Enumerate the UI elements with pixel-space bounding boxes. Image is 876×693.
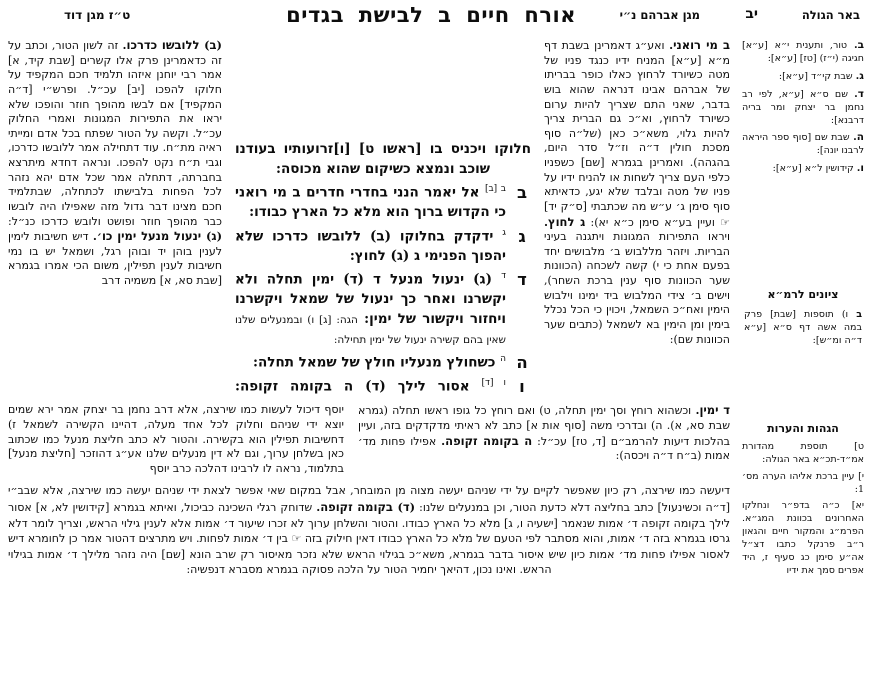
seif-main-text: אסור לילך (ד) ה בקומה זקופה: bbox=[235, 378, 470, 395]
seif-text bbox=[235, 227, 506, 267]
right-rail bbox=[742, 38, 864, 581]
seif-alef-continuation: חלוקו ויכניס בו [ראשו ט] [ו]זרועותיו בעודנו שוכב ונמצא כשיקום שהוא מכוסה: bbox=[235, 141, 531, 177]
magen-avraham-wide-block bbox=[358, 403, 730, 476]
magen-avraham-text bbox=[544, 38, 730, 347]
baer-hagolah-entry bbox=[742, 161, 864, 176]
seif-text bbox=[235, 353, 506, 373]
entry-text: טור, ותענית י״א [ע״א] חגיגה (י״ז) [טז] [ע״א]: bbox=[742, 40, 864, 64]
entry-letter: ג. bbox=[855, 69, 864, 82]
seif-number: ו bbox=[519, 377, 525, 397]
baer-hagolah-entry bbox=[742, 130, 864, 158]
taz-bottom-text bbox=[8, 483, 730, 578]
shulchan-aruch-column bbox=[235, 38, 531, 397]
commentary-text: שדוחק רגלי השכינה כביכול, ואיתא בגמרא [קידושין לא, א] אסור לילך בקומה זקופה ד׳ אמות שנאמר [ישעיה ו, ג] מלא כל הארץ כבודו. והטור והשלחן ערוך לא זכרו שיעור ד׳ אמות אלא לענין גילוי הראש, וצריך לומר דלא גרסו בגמרא בזה ד׳ אמות, והוא מסתבר לפי הטעם של מלא כל הארץ כבודו דאין חילוק בזה ☞ בין ד׳ אמות לפחות. ויש מתרצים דהטור אמר כן לחומרא דיש לאסור אפילו פחות מד׳ אמות כיון שיש איסור בדבר בגמרא, משא״כ בגילוי הראש שלא נזכר מאיסור רק שרב הונא [שם] היה נזהר מלילך ד׳ אמות בגילוי הראש. ואינו נכון, דהיאך יחמיר הטור על הלכה פסוקה בגמרא מסברא דנפשיה: bbox=[7, 500, 730, 577]
entry-letter: ו. bbox=[856, 162, 864, 175]
source-marker: ב [ב] bbox=[484, 184, 507, 195]
dibur-hamatchil: (ד) בקומה זקופה. bbox=[316, 499, 416, 514]
seif-text bbox=[235, 377, 506, 397]
note-text: ו) תוספות [שבת] פרק במה אשה דף ס״א [ע״א ד״ה ומ״ש]: bbox=[744, 309, 862, 346]
seif-main-text: (ג) ינעול מנעל ד (ד) ימין תחלה ולא יקשרנו ואחר כך ינעול של שמאל ויקשרנו ויחזור ויקשור של ימין: bbox=[235, 271, 506, 327]
seif-main-text: כשחולץ מנעליו חולץ של שמאל תחלה: bbox=[253, 354, 496, 371]
seif-main-text: ידקדק בחלוקו (ב) ללובשו כדרכו שלא יהפוך הפנימי ג (ג) לחוץ: bbox=[235, 228, 506, 264]
source-marker: ו [ד] bbox=[481, 378, 507, 389]
header-taz-magen-david-label: ט״ז מגן דוד bbox=[64, 8, 131, 22]
commentary-text: ואע״ג דאמרינן בשבת דף מ״א [ע״א] המניח ידיו כנגד פניו של מטה כשיורד לרחוץ כאלו כופר בבריתו של אברהם אבינו דנראה שהוא בוש בדבר, שאני התם שצריך להיות ערום כשיורד לרחוץ, וא״כ גם הברית צריך להיות גלוי, משא״כ כאן (של״ה סוף מסכת חולין ד״ה וז״ל סדר היום, בהגהה). ואמרינן בגמרא [שם] כשפניו כלפי העם צריך לשחות או להניח ידיו על פניו של מטה ובלבד שלא יגע, כדאיתא סוף סימן ג׳ ע״ש מה שכתבתי [ס״ק יד] ☞ ועיין בע״א סימן כ״א יא): bbox=[544, 39, 731, 229]
taz-wide-block bbox=[8, 403, 344, 476]
magen-avraham-text-continued bbox=[358, 403, 730, 464]
commentary-text: זה לשון הטור, וכתב על זה כדאמרינן פרק אלו קשרים [שבת קיד, א] אמר רבי יוחנן איזהו תלמיד חכם המקפיד על חלוקו להפכו [יב] עכ״ל. ופרש״י [ד״ה המקפיד] אם לבשו מהופך חוזר והופכו שלא יראו את התפירות המגונות ואמרי החלוק עכ״ל. וקשה על הטור שפתח בכל אדם ומייתי ראיה מת״ח. עוד דתחילה אמר ללובשו כדרכו, וגבי ת״ח נקט להפכו. ונראה דחדא מיתרצא בחברתה, דתחלה אמר שכל אדם יהא נזהר לכל הפחות בלבישתו לכתחלה, שבתלמיד חכם מצינו דבר גדול מזה שאפילו היה לובשו כבר מהופך חוזר ופושט ולובש כדרכו כנ״ל: bbox=[8, 39, 222, 228]
shulchan-aruch-seif bbox=[235, 227, 531, 267]
commentary-text: דיעשה כמו שירצה, רק כיון שאפשר לקיים על ידי שניהם יעשה מצוה מן המובחר, אבל במקום שאי אפשר לצאת ידי שניהם יעשה כמו שירצה, אלא שבב״י [ד״ה וכשינעול] כתב בחליצה דלא כדעת הטור, וכן במנעלים שלנו: bbox=[8, 484, 731, 514]
header-magen-avraham-label: מגן אברהם נ״י bbox=[619, 8, 700, 22]
hagahot-note: ט] תוספת מהדורת אמ״ד-תכ״א באר הגולה: bbox=[742, 440, 864, 465]
seif-number: ג bbox=[518, 226, 526, 246]
main-text-area bbox=[8, 38, 730, 581]
dibur-hamatchil: ב מי רואני. bbox=[669, 38, 731, 52]
page-title: אורח חיים ב לבישת בגדים bbox=[286, 2, 576, 27]
hagahot-title: הגהות והערות bbox=[767, 421, 839, 435]
entry-letter: ה. bbox=[853, 131, 864, 144]
page-header bbox=[0, 0, 876, 34]
shulchan-aruch-seif bbox=[235, 353, 531, 373]
source-marker: ה bbox=[500, 354, 506, 365]
source-marker: ד bbox=[501, 271, 506, 282]
shulchan-aruch-seif bbox=[235, 270, 531, 349]
taz-text bbox=[8, 38, 222, 289]
two-column-band bbox=[8, 403, 730, 476]
commentary-text: ויראו התפירות המגונות ויתגנה בעיני הבריות. ויזהר מללבוש ב׳ מלבושים יחד בפעם אחת כי י) קשה לשכחה (הכוונות שער הכוונות סוף ענין ברכת השחר), וישים ב׳ צידי המלבוש ביד ימינו וילבוש הימין ואח״כ השמאל, ויכוין כי הכל נכלל בימין ומן הימין בא לשמאל (כתבים שער הכוונות שם): bbox=[544, 230, 730, 346]
hagahot-vehearot-section bbox=[742, 422, 864, 578]
shulchan-aruch-seif bbox=[235, 183, 531, 223]
baer-hagolah-entry bbox=[742, 69, 864, 84]
entry-text: שם ס״א [ע״א, לפי רב נחמן בר יצחק ומר בריה דרבנא]: bbox=[742, 88, 864, 126]
seif-number: ד bbox=[517, 270, 527, 290]
baer-hagolah-entry bbox=[742, 87, 864, 128]
page-body bbox=[0, 34, 876, 581]
note-letter: ב bbox=[856, 309, 862, 321]
entry-letter: ד. bbox=[854, 87, 864, 100]
header-baer-hagolah-label: באר הגולה bbox=[801, 8, 860, 22]
dibur-hamatchil: ה בקומה זקופה. bbox=[441, 433, 533, 448]
dibur-hamatchil: (ב) ללובשו כדרכו. bbox=[122, 38, 222, 52]
taz-column bbox=[8, 38, 222, 289]
entry-text: שבת קי״ד [ע״א]: bbox=[778, 70, 853, 82]
shulchan-aruch-seif bbox=[235, 377, 531, 397]
seif-main-text: אל יאמר הנני בחדרי חדרים ב מי רואני כי הקדוש ברוך הוא מלא כל הארץ כבודו: bbox=[235, 184, 506, 221]
seif-number: ה bbox=[516, 353, 528, 373]
entry-text: קידושין ל״א [ע״א]: bbox=[772, 163, 854, 175]
tziyunim-note bbox=[744, 309, 862, 348]
source-marker: ג bbox=[502, 227, 507, 238]
seif-text bbox=[235, 183, 506, 223]
dibur-hamatchil: ג לחוץ. bbox=[544, 214, 586, 229]
page-number: יב bbox=[745, 6, 758, 22]
seif-text bbox=[235, 270, 506, 349]
baer-hagolah-section bbox=[742, 38, 864, 176]
commentary-text: וכשהוא רוחץ וסך ימין תחלה, ט) ואם רוחץ כל גופו ראשו תחלה (גמרא שבת סא, א). ה) ובדרכי משה [סוף אות א] כתב לא ראיתי מדקדקים בזה, ועיין בהלכות דיעות להרמב״ם [ד, טז] עכ״ל: bbox=[358, 404, 731, 448]
tziyunim-title: ציונים לרמ״א bbox=[767, 288, 839, 302]
hagahot-note: יא] כ״ה בדפ״ר ונחלקו האחרונים בכוונת המג״א. הפרמ״ג והמקור חיים והגאון ר״ב פרנקל כתבו דצ״ל אה״ע סימן כג סעיף ז, היד אפרים סמך את ידיו bbox=[742, 500, 864, 576]
rema-gloss: הגה: [ג] ו) ובמנעלים שלנו שאין בהם קשירה ינעול של ימין תחילה: bbox=[235, 314, 506, 346]
entry-letter: ב. bbox=[853, 39, 864, 51]
dibur-hamatchil: (ג) ינעול מנעל ימין כו׳. bbox=[92, 229, 223, 244]
taz-text-continued: יוסף דיכול לעשות כמו שירצה, אלא דרב נחמן בר יצחק אמר ירא שמים יוצא ידי שניהם וחלוק לכל אחד מעלה, דהיינו הקשירה לשמאל ז) דחשיבות תפילין הוא בקשירה. והטור לא כתב חליצת מנעל כמו שכתוב כאן בשלחן ערוך, וגם לא דין מנעלים שלנו אע״ג דהוזכר [חליצת מנעל] בתלמוד, נראה לו לרבינו דהלכה כרב יוסף bbox=[8, 403, 344, 475]
baer-hagolah-entry bbox=[742, 38, 864, 66]
commentary-text: אפילו פחות מד׳ אמות (ב״ח ד״ה ויכסה): bbox=[358, 434, 730, 463]
tziyunim-larama-section bbox=[742, 288, 864, 348]
magen-avraham-column bbox=[544, 38, 730, 347]
three-column-band bbox=[8, 38, 730, 397]
full-width-band bbox=[8, 483, 730, 578]
hagahot-note: י] עיין ברכת אליהו הערה מס׳ 1: bbox=[742, 470, 864, 495]
commentary-text: דיש חשיבות לימין לענין בוהן יד ובוהן רגל, ושמאל יש בו נמי חשיבות לענין תפילין, משום הכי אמרו בגמרא [שבת סא, א] משמיה דרב bbox=[8, 230, 222, 287]
entry-text: שבת שם [סוף ספר היראה לרבנו יונה]: bbox=[742, 132, 864, 157]
dibur-hamatchil: ד ימין. bbox=[695, 403, 730, 418]
seif-number: ב bbox=[516, 183, 528, 203]
